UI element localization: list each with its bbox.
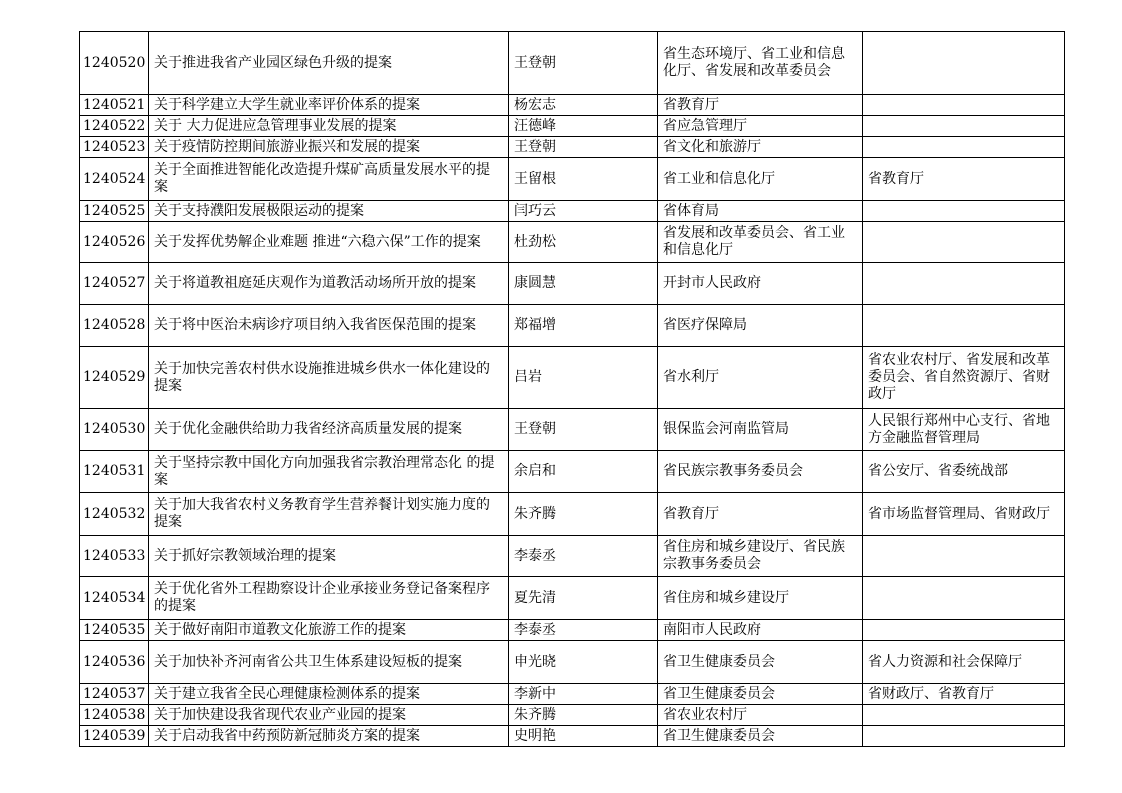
- proposal-id: 1240535: [80, 620, 149, 641]
- co-department: 省市场监督管理局、省财政厅: [863, 493, 1065, 536]
- proposer-name: 杜劲松: [509, 222, 658, 263]
- table-row: [80, 263, 1065, 305]
- host-department: 省卫生健康委员会: [658, 726, 863, 747]
- host-department: 省体育局: [658, 201, 863, 222]
- proposal-title: 关于抓好宗教领域治理的提案: [149, 536, 509, 577]
- co-department: 省财政厅、省教育厅: [863, 684, 1065, 705]
- proposer-name: 朱齐腾: [509, 705, 658, 726]
- proposal-table: [79, 31, 1065, 747]
- proposal-title: 关于加快补齐河南省公共卫生体系建设短板的提案: [149, 641, 509, 684]
- host-department: 省民族宗教事务委员会: [658, 451, 863, 493]
- proposer-name: 郑福增: [509, 305, 658, 347]
- proposer-name: 汪德峰: [509, 116, 658, 137]
- table-row: [80, 726, 1065, 747]
- proposal-id: 1240529: [80, 347, 149, 409]
- proposal-id: 1240520: [80, 32, 149, 95]
- co-department: 省人力资源和社会保障厅: [863, 641, 1065, 684]
- table-row: [80, 158, 1065, 201]
- proposer-name: 申光晓: [509, 641, 658, 684]
- co-department: [863, 305, 1065, 347]
- table-row: [80, 493, 1065, 536]
- proposer-name: 吕岩: [509, 347, 658, 409]
- proposer-name: 王留根: [509, 158, 658, 201]
- table-row: [80, 705, 1065, 726]
- proposer-name: 余启和: [509, 451, 658, 493]
- co-department: 省教育厅: [863, 158, 1065, 201]
- proposal-id: 1240523: [80, 137, 149, 158]
- proposal-title: 关于加快建设我省现代农业产业园的提案: [149, 705, 509, 726]
- proposal-title: 关于建立我省全民心理健康检测体系的提案: [149, 684, 509, 705]
- co-department: [863, 536, 1065, 577]
- proposal-title: 关于启动我省中药预防新冠肺炎方案的提案: [149, 726, 509, 747]
- table-row: [80, 409, 1065, 451]
- proposer-name: 闫巧云: [509, 201, 658, 222]
- proposal-title: 关于优化金融供给助力我省经济高质量发展的提案: [149, 409, 509, 451]
- proposal-id: 1240527: [80, 263, 149, 305]
- table-row: [80, 684, 1065, 705]
- host-department: 银保监会河南监管局: [658, 409, 863, 451]
- table-row: [80, 95, 1065, 116]
- proposal-id: 1240524: [80, 158, 149, 201]
- proposal-id: 1240521: [80, 95, 149, 116]
- proposal-title: 关于全面推进智能化改造提升煤矿高质量发展水平的提案: [149, 158, 509, 201]
- proposal-title: 关于推进我省产业园区绿色升级的提案: [149, 32, 509, 95]
- proposer-name: 王登朝: [509, 409, 658, 451]
- host-department: 省文化和旅游厅: [658, 137, 863, 158]
- proposer-name: 朱齐腾: [509, 493, 658, 536]
- proposal-id: 1240530: [80, 409, 149, 451]
- proposal-title: 关于科学建立大学生就业率评价体系的提案: [149, 95, 509, 116]
- table-row: [80, 116, 1065, 137]
- proposal-title: 关于做好南阳市道教文化旅游工作的提案: [149, 620, 509, 641]
- proposer-name: 李新中: [509, 684, 658, 705]
- proposal-title: 关于坚持宗教中国化方向加强我省宗教治理常态化 的提案: [149, 451, 509, 493]
- table-row: [80, 347, 1065, 409]
- table-row: [80, 32, 1065, 95]
- proposal-id: 1240536: [80, 641, 149, 684]
- co-department: 省农业农村厅、省发展和改革委员会、省自然资源厅、省财政厅: [863, 347, 1065, 409]
- proposal-table-body: [80, 32, 1065, 747]
- co-department: 人民银行郑州中心支行、省地方金融监督管理局: [863, 409, 1065, 451]
- table-row: [80, 620, 1065, 641]
- co-department: [863, 263, 1065, 305]
- proposal-title: 关于发挥优势解企业难题 推进“六稳六保”工作的提案: [149, 222, 509, 263]
- proposal-title: 关于 大力促进应急管理事业发展的提案: [149, 116, 509, 137]
- proposal-title: 关于加快完善农村供水设施推进城乡供水一体化建设的提案: [149, 347, 509, 409]
- host-department: 省工业和信息化厅: [658, 158, 863, 201]
- table-row: [80, 577, 1065, 620]
- host-department: 省教育厅: [658, 493, 863, 536]
- host-department: 省农业农村厅: [658, 705, 863, 726]
- proposer-name: 李泰丞: [509, 620, 658, 641]
- proposer-name: 王登朝: [509, 32, 658, 95]
- proposal-id: 1240533: [80, 536, 149, 577]
- table-row: [80, 305, 1065, 347]
- co-department: [863, 32, 1065, 95]
- proposer-name: 王登朝: [509, 137, 658, 158]
- proposal-id: 1240522: [80, 116, 149, 137]
- co-department: [863, 705, 1065, 726]
- proposal-id: 1240539: [80, 726, 149, 747]
- proposal-id: 1240534: [80, 577, 149, 620]
- proposal-title: 关于优化省外工程勘察设计企业承接业务登记备案程序的提案: [149, 577, 509, 620]
- proposal-id: 1240538: [80, 705, 149, 726]
- proposer-name: 夏先清: [509, 577, 658, 620]
- table-row: [80, 222, 1065, 263]
- proposal-title: 关于将道教祖庭延庆观作为道教活动场所开放的提案: [149, 263, 509, 305]
- proposal-title: 关于支持濮阳发展极限运动的提案: [149, 201, 509, 222]
- host-department: 省住房和城乡建设厅: [658, 577, 863, 620]
- table-row: [80, 536, 1065, 577]
- proposal-id: 1240537: [80, 684, 149, 705]
- proposer-name: 史明艳: [509, 726, 658, 747]
- table-row: [80, 201, 1065, 222]
- proposer-name: 杨宏志: [509, 95, 658, 116]
- co-department: [863, 95, 1065, 116]
- proposal-id: 1240528: [80, 305, 149, 347]
- proposer-name: 康圆慧: [509, 263, 658, 305]
- table-row: [80, 451, 1065, 493]
- proposal-id: 1240526: [80, 222, 149, 263]
- proposal-id: 1240531: [80, 451, 149, 493]
- host-department: 省应急管理厅: [658, 116, 863, 137]
- proposal-title: 关于将中医治未病诊疗项目纳入我省医保范围的提案: [149, 305, 509, 347]
- proposal-title: 关于加大我省农村义务教育学生营养餐计划实施力度的提案: [149, 493, 509, 536]
- proposal-id: 1240525: [80, 201, 149, 222]
- host-department: 开封市人民政府: [658, 263, 863, 305]
- co-department: [863, 137, 1065, 158]
- host-department: 省发展和改革委员会、省工业和信息化厅: [658, 222, 863, 263]
- proposer-name: 李泰丞: [509, 536, 658, 577]
- host-department: 省医疗保障局: [658, 305, 863, 347]
- host-department: 省卫生健康委员会: [658, 684, 863, 705]
- proposal-id: 1240532: [80, 493, 149, 536]
- host-department: 省住房和城乡建设厅、省民族宗教事务委员会: [658, 536, 863, 577]
- co-department: [863, 222, 1065, 263]
- co-department: 省公安厅、省委统战部: [863, 451, 1065, 493]
- host-department: 南阳市人民政府: [658, 620, 863, 641]
- table-row: [80, 641, 1065, 684]
- host-department: 省教育厅: [658, 95, 863, 116]
- host-department: 省生态环境厅、省工业和信息化厅、省发展和改革委员会: [658, 32, 863, 95]
- co-department: [863, 201, 1065, 222]
- co-department: [863, 620, 1065, 641]
- co-department: [863, 726, 1065, 747]
- host-department: 省水利厅: [658, 347, 863, 409]
- proposal-title: 关于疫情防控期间旅游业振兴和发展的提案: [149, 137, 509, 158]
- co-department: [863, 116, 1065, 137]
- table-row: [80, 137, 1065, 158]
- host-department: 省卫生健康委员会: [658, 641, 863, 684]
- co-department: [863, 577, 1065, 620]
